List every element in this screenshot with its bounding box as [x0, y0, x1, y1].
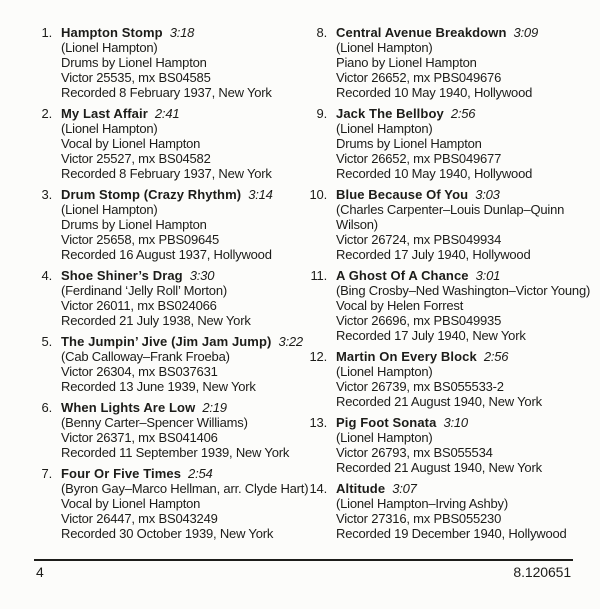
track-number: 9.: [316, 106, 327, 121]
track-detail-line: Victor 25658, mx PBS09645: [61, 232, 220, 247]
track-title-line: [61, 334, 303, 349]
track-duration: 3:18: [169, 25, 195, 40]
track-title-line: [336, 187, 583, 202]
track-entry-body: [61, 334, 303, 394]
track-duration: 2:56: [483, 349, 509, 364]
tracklist-column-right: [303, 25, 591, 547]
track-title: Pig Foot Sonata: [336, 415, 437, 430]
track-title: When Lights Are Low: [61, 400, 196, 415]
track-detail-line: Drums by Lionel Hampton: [61, 55, 207, 70]
track-detail-line: (Lionel Hampton): [336, 364, 433, 379]
track-detail-line: Victor 26447, mx BS043249: [61, 511, 218, 526]
track-duration: 2:54: [188, 466, 213, 481]
track-number: 5.: [41, 334, 52, 349]
track-title-line: [61, 466, 298, 481]
track-detail-line: Recorded 30 October 1939, New York: [61, 526, 274, 541]
track-entry-body: [61, 25, 298, 100]
track-duration: 3:14: [248, 187, 273, 202]
footer: [36, 564, 571, 581]
track-title-line: [61, 268, 298, 283]
track-detail-line: (Lionel Hampton): [336, 121, 433, 136]
track-title: Blue Because Of You: [336, 187, 469, 202]
track-title-line: [336, 106, 583, 121]
track-title-line: [61, 25, 298, 40]
track-number: 6.: [41, 400, 52, 415]
track-detail-line: (Lionel Hampton): [61, 40, 158, 55]
track-detail-line: Vocal by Lionel Hampton: [61, 496, 201, 511]
track-title: Drum Stomp (Crazy Rhythm): [61, 187, 242, 202]
track-duration: 3:03: [475, 187, 500, 202]
tracklist-column-left: [36, 25, 309, 547]
track-detail-line: Victor 25527, mx BS04582: [61, 151, 211, 166]
track-detail-line: Vocal by Helen Forrest: [336, 298, 464, 313]
track-detail-line: Recorded 8 February 1937, New York: [61, 166, 272, 181]
track-duration: 3:09: [513, 25, 538, 40]
track-title: My Last Affair: [61, 106, 148, 121]
track-number: 2.: [41, 106, 52, 121]
track-detail-line: Vocal by Lionel Hampton: [61, 136, 201, 151]
track-title: Shoe Shiner’s Drag: [61, 268, 183, 283]
track-number: 14.: [309, 481, 327, 496]
track-title-line: [336, 481, 583, 496]
track-title-line: [61, 400, 298, 415]
track-entry: [303, 25, 583, 100]
track-duration: 2:41: [154, 106, 180, 121]
track-detail-line: (Benny Carter–Spencer Williams): [61, 415, 248, 430]
track-title-line: [336, 349, 583, 364]
track-duration: 3:01: [475, 268, 501, 283]
track-detail-line: (Lionel Hampton): [336, 430, 433, 445]
track-detail-line: Wilson): [336, 217, 378, 232]
track-number: 12.: [309, 349, 327, 364]
track-detail-line: Recorded 21 August 1940, New York: [336, 460, 542, 475]
track-detail-line: Victor 26696, mx PBS049935: [336, 313, 502, 328]
track-detail-line: Recorded 8 February 1937, New York: [61, 85, 272, 100]
track-entry-body: [336, 349, 583, 409]
track-detail-line: (Byron Gay–Marco Hellman, arr. Clyde Hart): [61, 481, 309, 496]
track-entry: [36, 466, 309, 541]
track-entry-body: [336, 481, 583, 541]
track-title: Central Avenue Breakdown: [336, 25, 507, 40]
track-number: 1.: [41, 25, 52, 40]
track-detail-line: Piano by Lionel Hampton: [336, 55, 477, 70]
track-entry: [303, 187, 583, 262]
track-title: Martin On Every Block: [336, 349, 477, 364]
track-entry-body: [61, 187, 298, 262]
track-duration: 3:30: [189, 268, 215, 283]
track-entry-body: [336, 415, 583, 475]
track-entry: [303, 415, 583, 475]
track-title-line: [336, 268, 583, 283]
track-entry: [303, 268, 591, 343]
track-entry: [36, 334, 303, 394]
track-detail-line: Recorded 16 August 1937, Hollywood: [61, 247, 272, 262]
track-duration: 3:22: [278, 334, 303, 349]
track-detail-line: Victor 26652, mx PBS049677: [336, 151, 502, 166]
track-number: 10.: [309, 187, 327, 202]
track-title: Four Or Five Times: [61, 466, 182, 481]
track-detail-line: (Lionel Hampton): [336, 40, 433, 55]
track-title-line: [336, 415, 583, 430]
track-detail-line: (Bing Crosby–Ned Washington–Victor Young): [336, 283, 591, 298]
track-detail-line: Drums by Lionel Hampton: [61, 217, 207, 232]
track-number: 8.: [316, 25, 327, 40]
track-detail-line: Recorded 19 December 1940, Hollywood: [336, 526, 567, 541]
track-entry-body: [336, 25, 583, 100]
track-entry-body: [61, 106, 298, 181]
track-title: Altitude: [336, 481, 386, 496]
track-detail-line: Recorded 17 July 1940, New York: [336, 328, 526, 343]
track-number: 7.: [41, 466, 52, 481]
track-detail-line: (Lionel Hampton): [61, 202, 158, 217]
track-number: 3.: [41, 187, 52, 202]
track-detail-line: (Lionel Hampton): [61, 121, 158, 136]
track-detail-line: Recorded 10 May 1940, Hollywood: [336, 85, 533, 100]
track-entry: [303, 481, 583, 541]
track-entry-body: [61, 466, 309, 541]
track-detail-line: Victor 26304, mx BS037631: [61, 364, 218, 379]
track-entry-body: [336, 106, 583, 181]
track-detail-line: (Cab Calloway–Frank Froeba): [61, 349, 230, 364]
track-title: Jack The Bellboy: [336, 106, 444, 121]
track-detail-line: Victor 25535, mx BS04585: [61, 70, 211, 85]
track-detail-line: Victor 26724, mx PBS049934: [336, 232, 502, 247]
track-detail-line: Drums by Lionel Hampton: [336, 136, 482, 151]
track-detail-line: Victor 26793, mx BS055534: [336, 445, 493, 460]
track-number: 11.: [310, 268, 327, 283]
footer-rule: [34, 559, 573, 561]
track-detail-line: (Ferdinand ‘Jelly Roll’ Morton): [61, 283, 227, 298]
track-title: The Jumpin’ Jive (Jim Jam Jump): [61, 334, 272, 349]
track-detail-line: Victor 26371, mx BS041406: [61, 430, 218, 445]
track-detail-line: Recorded 13 June 1939, New York: [61, 379, 256, 394]
track-number: 13.: [309, 415, 327, 430]
track-entry: [36, 106, 298, 181]
track-entry: [36, 268, 298, 328]
track-detail-line: Recorded 21 August 1940, New York: [336, 394, 542, 409]
catalog-number: 8.120651: [513, 564, 571, 580]
track-entry-body: [61, 400, 298, 460]
track-detail-line: Recorded 21 July 1938, New York: [61, 313, 251, 328]
track-duration: 3:07: [392, 481, 417, 496]
track-entry-body: [61, 268, 298, 328]
track-title: A Ghost Of A Chance: [336, 268, 469, 283]
track-entry: [36, 25, 298, 100]
track-entry-body: [336, 187, 583, 262]
track-entry: [303, 349, 583, 409]
track-entry-body: [336, 268, 591, 343]
track-detail-line: Victor 26011, mx BS024066: [61, 298, 217, 313]
track-detail-line: Victor 27316, mx PBS055230: [336, 511, 502, 526]
track-entry: [303, 106, 583, 181]
track-duration: 2:56: [450, 106, 476, 121]
track-detail-line: (Lionel Hampton–Irving Ashby): [336, 496, 508, 511]
track-duration: 3:10: [443, 415, 468, 430]
track-title-line: [61, 187, 298, 202]
track-detail-line: Recorded 17 July 1940, Hollywood: [336, 247, 531, 262]
track-detail-line: Victor 26652, mx PBS049676: [336, 70, 502, 85]
track-detail-line: Victor 26739, mx BS055533-2: [336, 379, 504, 394]
track-title: Hampton Stomp: [61, 25, 163, 40]
track-detail-line: Recorded 11 September 1939, New York: [61, 445, 290, 460]
track-duration: 2:19: [202, 400, 227, 415]
page-number: 4: [36, 564, 44, 580]
track-title-line: [61, 106, 298, 121]
track-number: 4.: [41, 268, 52, 283]
track-detail-line: (Charles Carpenter–Louis Dunlap–Quinn: [336, 202, 565, 217]
track-entry: [36, 187, 298, 262]
track-entry: [36, 400, 298, 460]
track-detail-line: Recorded 10 May 1940, Hollywood: [336, 166, 533, 181]
track-title-line: [336, 25, 583, 40]
